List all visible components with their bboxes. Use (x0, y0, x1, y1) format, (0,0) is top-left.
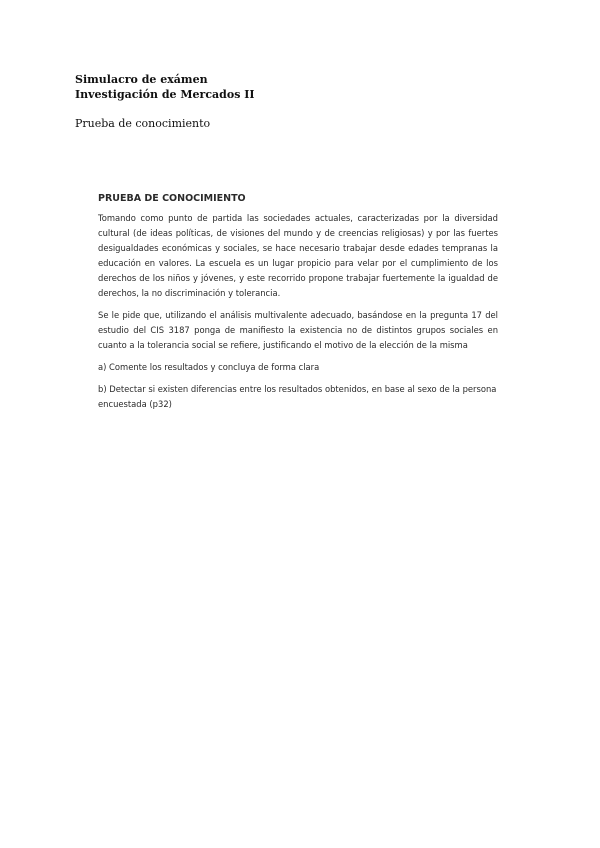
header-title-line-1: Simulacro de exámen (75, 73, 208, 86)
exam-item-a: a) Comente los resultados y concluya de forma clara (98, 362, 320, 372)
exam-paragraph-intro: Tomando como punto de partida las sociedades actuales, caracterizadas por la diversidad cultural (de ideas políticas, de visiones del mundo y de creencias religiosas) y por las fuertes desigualdades económicas y sociales, se hace necesario trabajar desde edades tempranas la educación en valores. La escuela es un lugar propicio para velar por el cumplimiento de los derechos de los niños y jóvenes, y este recorrido propone trabajar fuertemente la igualdad de derechos, la no discriminación y tolerancia. (98, 213, 498, 298)
exam-item-b: b) Detectar si existen diferencias entre los resultados obtenidos, en base al sexo de la persona encuestada (p32) (98, 384, 497, 409)
document-header (75, 72, 255, 131)
exam-paragraph-instructions: Se le pide que, utilizando el análisis multivalente adecuado, basándose en la pregunta 17 del estudio del CIS 3187 ponga de manifiesto la existencia no de distintos grupos sociales en cuanto a la tolerancia social se refiere, justificando el motivo de la elección de la misma (98, 310, 498, 350)
exam-content (98, 192, 498, 419)
header-title-line-2: Investigación de Mercados II (75, 88, 255, 101)
exam-heading: PRUEBA DE CONOCIMIENTO (98, 193, 246, 204)
header-subtitle: Prueba de conocimiento (75, 117, 211, 130)
